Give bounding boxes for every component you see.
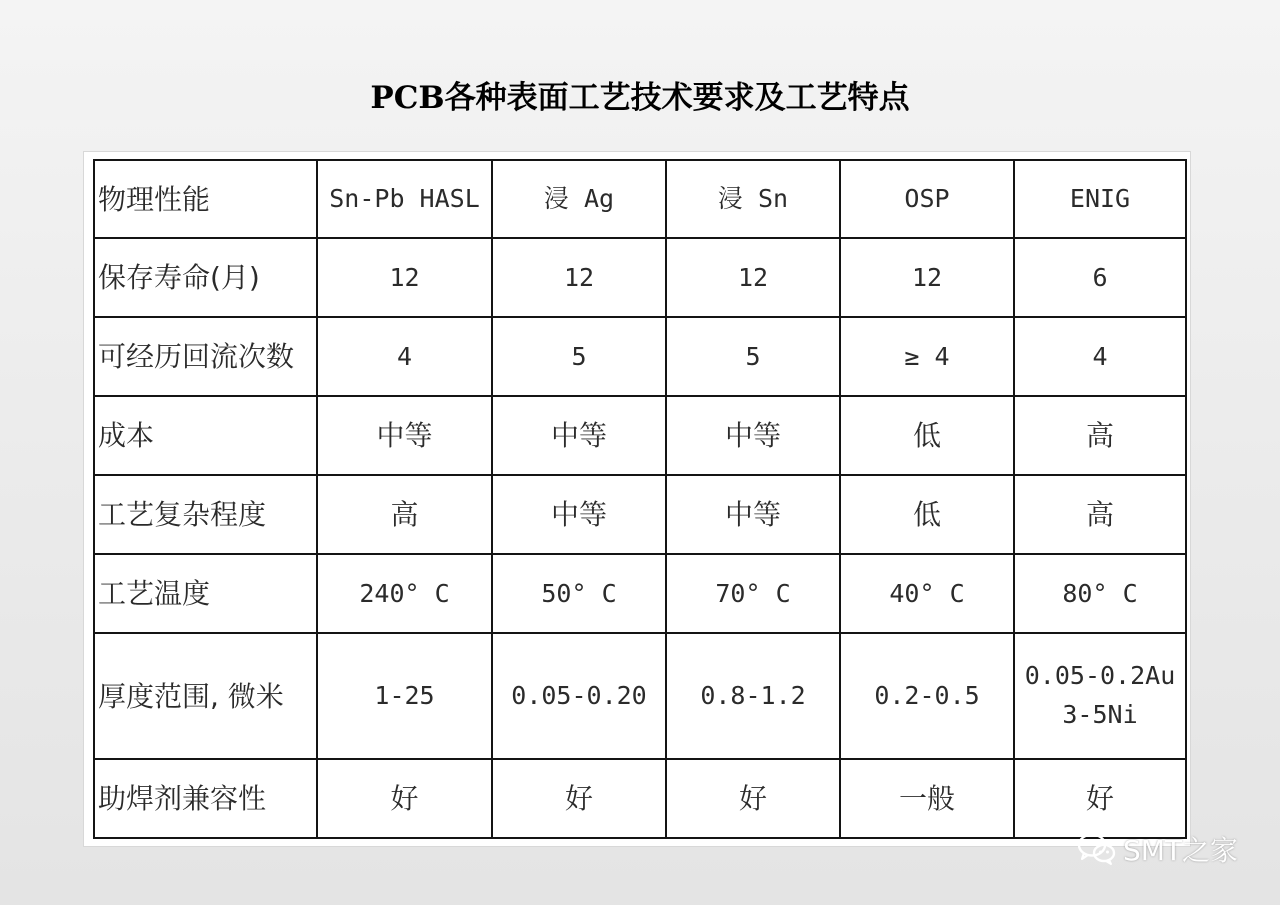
- table-row: [94, 317, 1186, 396]
- table-row: [94, 554, 1186, 633]
- table-cell: 4: [1014, 317, 1186, 396]
- table-cell: 一般: [840, 759, 1014, 838]
- table-cell: 中等: [666, 396, 840, 475]
- header-cell: 物理性能: [94, 160, 317, 238]
- table-cell: 好: [317, 759, 492, 838]
- row-label: 工艺温度: [94, 554, 317, 633]
- table-cell: 12: [492, 238, 666, 317]
- watermark: [1077, 829, 1238, 869]
- table-cell: 高: [1014, 396, 1186, 475]
- table-cell: 中等: [492, 475, 666, 554]
- table-cell: 好: [492, 759, 666, 838]
- row-label: 成本: [94, 396, 317, 475]
- wechat-icon: [1077, 832, 1117, 866]
- table-row: [94, 238, 1186, 317]
- spec-table: [93, 159, 1187, 839]
- table-cell: 好: [666, 759, 840, 838]
- page-title: PCB各种表面工艺技术要求及工艺特点: [370, 80, 910, 116]
- table-cell: 40° C: [840, 554, 1014, 633]
- table-cell: 12: [666, 238, 840, 317]
- table-row: [94, 396, 1186, 475]
- table-cell: 中等: [317, 396, 492, 475]
- table-cell: 高: [317, 475, 492, 554]
- enig-thickness-ni: 3-5Ni: [1062, 700, 1138, 729]
- enig-thickness-au: 0.05-0.2Au: [1024, 661, 1176, 691]
- table-cell: 240° C: [317, 554, 492, 633]
- row-label: 助焊剂兼容性: [94, 759, 317, 838]
- table-cell: 0.05-0.20: [492, 633, 666, 759]
- row-label: 可经历回流次数: [94, 317, 317, 396]
- table-row: [94, 475, 1186, 554]
- table-row: [94, 633, 1186, 759]
- table-cell: 6: [1014, 238, 1186, 317]
- header-cell: ENIG: [1014, 160, 1186, 238]
- table-cell: 0.8-1.2: [666, 633, 840, 759]
- table-cell: 12: [317, 238, 492, 317]
- table-cell: 5: [666, 317, 840, 396]
- table-cell: 50° C: [492, 554, 666, 633]
- table-cell: ≥ 4: [840, 317, 1014, 396]
- header-cell: 浸 Sn: [666, 160, 840, 238]
- table-cell: 好: [1014, 759, 1186, 838]
- table-cell: 中等: [492, 396, 666, 475]
- table-cell: 70° C: [666, 554, 840, 633]
- table-cell: 4: [317, 317, 492, 396]
- row-label: 厚度范围, 微米: [94, 633, 317, 759]
- header-cell: Sn-Pb HASL: [317, 160, 492, 238]
- row-label: 工艺复杂程度: [94, 475, 317, 554]
- table-frame: [84, 152, 1190, 846]
- table-cell: 12: [840, 238, 1014, 317]
- table-cell: 5: [492, 317, 666, 396]
- watermark-text: SMT之家: [1122, 834, 1238, 867]
- header-cell: 浸 Ag: [492, 160, 666, 238]
- table-cell: 0.2-0.5: [840, 633, 1014, 759]
- table-cell: 中等: [666, 475, 840, 554]
- row-label: 保存寿命(月): [94, 238, 317, 317]
- table-cell: 80° C: [1014, 554, 1186, 633]
- table-row: [94, 759, 1186, 838]
- table-cell: 高: [1014, 475, 1186, 554]
- header-cell: OSP: [840, 160, 1014, 238]
- table-header-row: [94, 160, 1186, 238]
- table-cell: 1-25: [317, 633, 492, 759]
- table-cell: [1014, 633, 1186, 759]
- table-cell: 低: [840, 396, 1014, 475]
- table-cell: 低: [840, 475, 1014, 554]
